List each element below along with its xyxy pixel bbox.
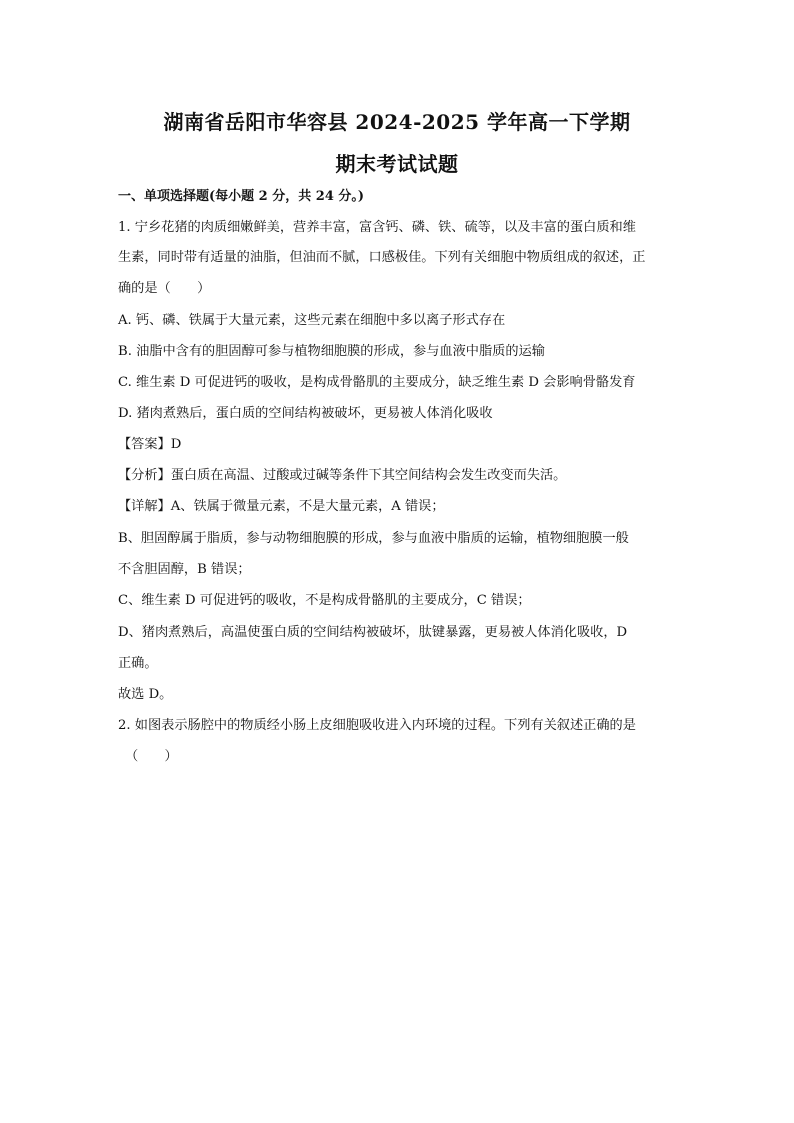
q1-option-d: D. 猪肉煮熟后，蛋白质的空间结构被破坏，更易被人体消化吸收	[118, 406, 493, 421]
q1-detail-line-6: 正确。	[118, 656, 158, 671]
section-heading: 一、单项选择题(每小题 2 分，共 24 分。)	[118, 189, 365, 204]
q2-stem-line-2: （ ）	[125, 749, 178, 764]
q1-detail-line-7: 故选 D。	[118, 687, 173, 702]
q1-detail-line-3: 不含胆固醇，B 错误；	[118, 562, 251, 577]
q1-stem-line-1: 1. 宁乡花猪的肉质细嫩鲜美，营养丰富，富含钙、磷、铁、硫等，以及丰富的蛋白质和维	[118, 220, 636, 235]
q1-option-c: C. 维生素 D 可促进钙的吸收，是构成骨骼肌的主要成分，缺乏维生素 D 会影响骨骼发育	[118, 375, 636, 390]
q2-stem-line-1: 2. 如图表示肠腔中的物质经小肠上皮细胞吸收进入内环境的过程。下列有关叙述正确的是	[118, 718, 636, 733]
q1-detail-line-2: B、胆固醇属于脂质，参与动物细胞膜的形成，参与血液中脂质的运输，植物细胞膜一般	[118, 531, 629, 546]
q1-detail-line-1: 【详解】A、铁属于微量元素，不是大量元素，A 错误；	[118, 499, 445, 514]
q1-option-b: B. 油脂中含有的胆固醇可参与植物细胞膜的形成，参与血液中脂质的运输	[118, 344, 545, 359]
q1-detail-line-5: D、猪肉煮熟后，高温使蛋白质的空间结构被破坏，肽键暴露，更易被人体消化吸收，D	[118, 625, 628, 640]
document-title-line2: 期末考试试题	[335, 152, 459, 176]
q1-stem-line-3: 确的是（ ）	[118, 281, 211, 296]
q1-detail-line-4: C、维生素 D 可促进钙的吸收，不是构成骨骼肌的主要成分，C 错误；	[118, 593, 531, 608]
q1-analysis: 【分析】蛋白质在高温、过酸或过碱等条件下其空间结构会发生改变而失活。	[118, 468, 567, 483]
q1-option-a: A. 钙、磷、铁属于大量元素，这些元素在细胞中多以离子形式存在	[118, 313, 506, 328]
q1-stem-line-2: 生素，同时带有适量的油脂，但油而不腻，口感极佳。下列有关细胞中物质组成的叙述，正	[118, 250, 646, 265]
q1-answer: 【答案】D	[118, 437, 182, 452]
document-title-line1: 湖南省岳阳市华容县 2024-2025 学年高一下学期	[163, 110, 631, 134]
